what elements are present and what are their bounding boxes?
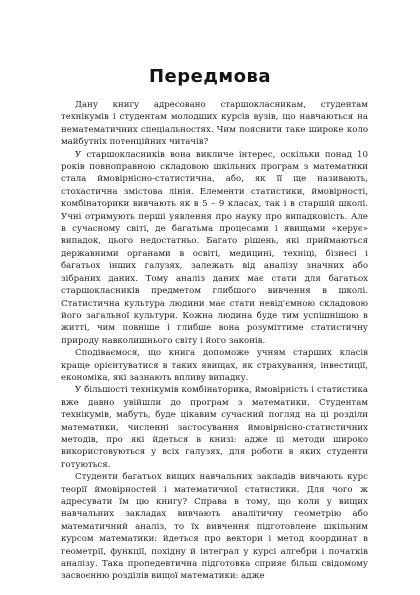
- paragraph: Студенти багатьох вищих навчальних закладів вивчають курс теорії ймовірностей і математичної статистики. Для чого ж адресувати їм цю книгу? Справа в тому, що коли у вищих навчальних закладах вивчають аналітичну геометрію або математичний аналіз, то їх вивчення підготовлене шкільним курсом математики: йдеться про вектори і метод координат в геометрії, функції, похідну й інтеграл у курсі алгебри і початків аналізу. Така пропедевтична підготовка сприяє більш свідомому засвоєнню розділів вищої математики: адже: [61, 472, 368, 582]
- paragraph: У старшокласників вона викличе інтерес, оскільки понад 10 років повноправною складовою шкільних програм з математики стала ймовірнісно-статистична, або, як її ще називають, стохастична змістова лінія. Елементи статистики, ймовірності, комбінаторики вивчають як в 5 – 9 класах, так і в старшій школі. Учні отримують перші уявлення про науку про випадковість. Але в сучасному світі, де багатьма процесами і явищами «керує» випадок, цього недостатньо. Багато рішень, які приймаються державними органами в освіті, медицині, техніці, бізнесі і багатьох інших галузях, залежать від аналізу значних або зібраних даних. Тому аналіз даних має стати для багатьох старшокласників предметом глибшого вивчення в школі. Статистична культура людини має стати невід'ємною складовою його загальної культури. Кожна людина буде тим успішнішою в житті, чим повніше і глибше вона розуміттиме статистичну природу навколишнього світу і його законів.: [61, 149, 368, 346]
- preface-text: [61, 99, 368, 583]
- paragraph: Дану книгу адресовано старшокласникам, студентам технікумів і студентам молодших курсів вузів, що навчаються на нематематичних спеціальностях. Чим пояснити таке широке коло майбутніх потенційних читачів?: [61, 100, 368, 148]
- paragraph: У більшості технікумів комбінаторика, ймовірність і статистика вже давно увійшли до програм з математики. Студентам технікумів, мабуть, буде цікавим сучасний погляд на ці розділи математики, численні застосування ймовірнісно-статистичних методів, про які йдеться в книзі: адже ці методи широко використовуються у всіх галузях, для роботи в яких студенти готуються.: [61, 385, 368, 470]
- paragraph: Сподіваємося, що книга допоможе учням старших класів краще орієнтуватися в таких явищах, як страхування, інвестиції, економіка, які зазнають впливу випадку.: [61, 348, 368, 383]
- page-title: Передмова: [148, 66, 272, 87]
